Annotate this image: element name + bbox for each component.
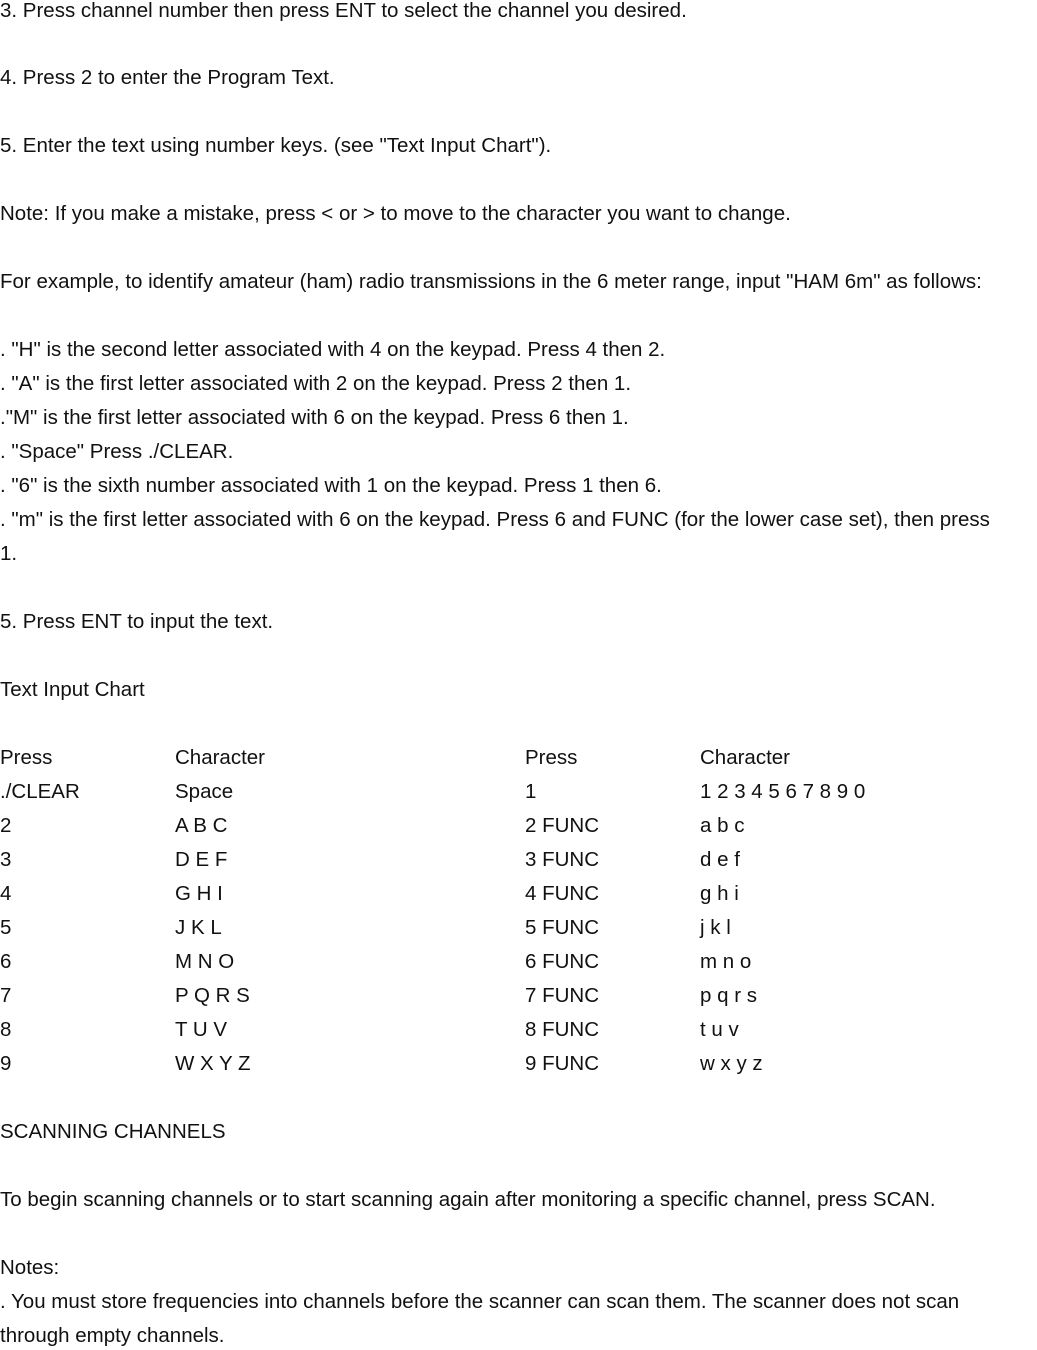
table-cell: Space (175, 780, 234, 803)
table-cell: a b c (700, 814, 745, 837)
list-item: . "H" is the second letter associated with 4 on the keypad. Press 4 then 2. (0, 338, 666, 361)
step-5-text: 5. Enter the text using number keys. (see "Text Input Chart"). (0, 134, 552, 157)
table-cell: 6 (0, 950, 12, 973)
table-cell: 4 (0, 882, 12, 905)
step-4-text: 4. Press 2 to enter the Program Text. (0, 66, 335, 89)
table-cell: P Q R S (175, 984, 250, 1007)
table-cell: D E F (175, 848, 228, 871)
scanning-note-line-1: . You must store frequencies into channels before the scanner can scan them. The scanner does not scan (0, 1290, 960, 1313)
table-cell: 2 (0, 814, 12, 837)
table-cell: g h i (700, 882, 739, 905)
table-cell: 9 (0, 1052, 12, 1075)
table-cell: 5 (0, 916, 12, 939)
table-cell: w x y z (700, 1052, 763, 1075)
header-press: Press (525, 746, 578, 769)
header-press: Press (0, 746, 53, 769)
table-cell: J K L (175, 916, 222, 939)
scanning-note-line-2: through empty channels. (0, 1324, 225, 1347)
header-character: Character (175, 746, 266, 769)
step-5b-text: 5. Press ENT to input the text. (0, 610, 274, 633)
table-cell: j k l (700, 916, 731, 939)
table-cell: 1 (525, 780, 537, 803)
table-cell: 7 (0, 984, 12, 1007)
table-cell: 8 (0, 1018, 12, 1041)
table-cell: 4 FUNC (525, 882, 600, 905)
scanning-heading: SCANNING CHANNELS (0, 1120, 226, 1143)
table-cell: p q r s (700, 984, 757, 1007)
table-cell: 9 FUNC (525, 1052, 600, 1075)
step-3-text: 3. Press channel number then press ENT to select the channel you desired. (0, 0, 687, 22)
table-cell: t u v (700, 1018, 739, 1041)
table-cell: 3 (0, 848, 12, 871)
table-cell: T U V (175, 1018, 228, 1041)
table-cell: W X Y Z (175, 1052, 251, 1075)
scanning-text: To begin scanning channels or to start scanning again after monitoring a specific channel, press SCAN. (0, 1188, 936, 1211)
chart-title: Text Input Chart (0, 678, 145, 701)
table-cell: m n o (700, 950, 752, 973)
notes-label: Notes: (0, 1256, 60, 1279)
table-cell: 1 2 3 4 5 6 7 8 9 0 (700, 780, 866, 803)
table-cell: ./CLEAR (0, 780, 80, 803)
table-cell: 8 FUNC (525, 1018, 600, 1041)
note-text: Note: If you make a mistake, press < or > to move to the character you want to change. (0, 202, 791, 225)
table-cell: 5 FUNC (525, 916, 600, 939)
list-item: . "Space" Press ./CLEAR. (0, 440, 234, 463)
example-intro-text: For example, to identify amateur (ham) radio transmissions in the 6 meter range, input "HAM 6m" as follows: (0, 270, 982, 293)
table-cell: d e f (700, 848, 740, 871)
header-character: Character (700, 746, 791, 769)
list-item: ."M" is the first letter associated with 6 on the keypad. Press 6 then 1. (0, 406, 629, 429)
table-cell: 3 FUNC (525, 848, 600, 871)
list-item: . "m" is the first letter associated with 6 on the keypad. Press 6 and FUNC (for the lower case set), then press (0, 508, 990, 531)
table-cell: 2 FUNC (525, 814, 600, 837)
list-item: . "6" is the sixth number associated with 1 on the keypad. Press 1 then 6. (0, 474, 662, 497)
list-item: 1. (0, 542, 18, 565)
table-cell: A B C (175, 814, 228, 837)
list-item: . "A" is the first letter associated with 2 on the keypad. Press 2 then 1. (0, 372, 632, 395)
table-cell: 6 FUNC (525, 950, 600, 973)
table-cell: 7 FUNC (525, 984, 600, 1007)
table-cell: G H I (175, 882, 223, 905)
table-cell: M N O (175, 950, 235, 973)
